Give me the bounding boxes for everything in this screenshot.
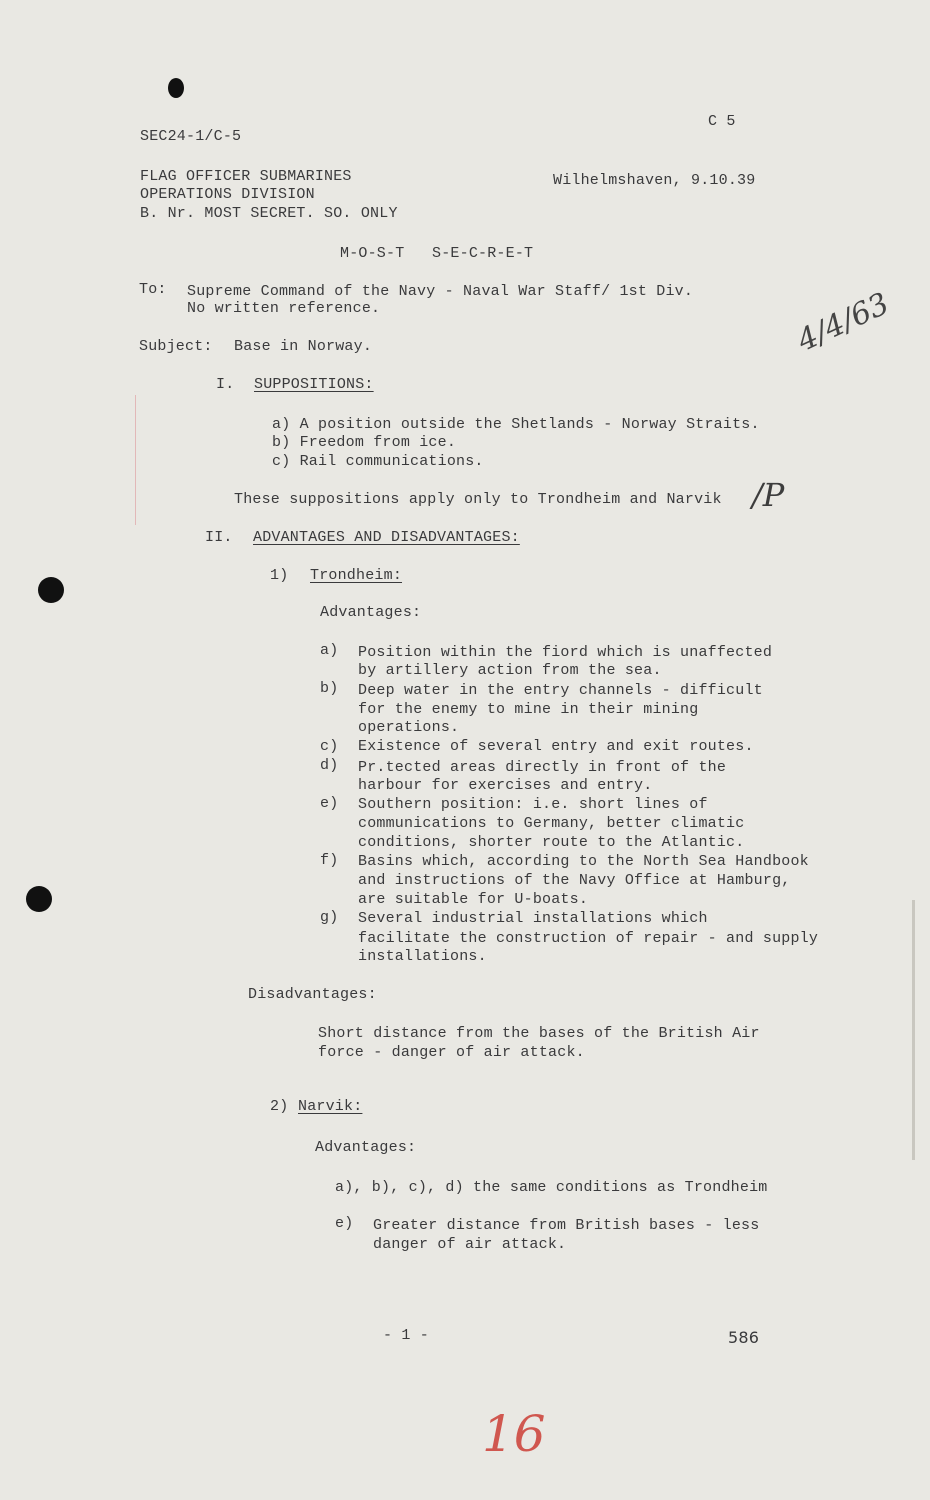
trondheim-item-line: and instructions of the Navy Office at Hamburg, bbox=[358, 872, 791, 889]
trondheim-item-line: installations. bbox=[358, 948, 487, 965]
to-line-2: No written reference. bbox=[187, 300, 381, 317]
trondheim-number: 1) bbox=[270, 567, 289, 584]
section-1-number: I. bbox=[216, 376, 235, 393]
trondheim-item-letter: c) bbox=[320, 738, 339, 755]
trondheim-item-line: are suitable for U-boats. bbox=[358, 891, 589, 908]
trondheim-item-line: conditions, shorter route to the Atlantic. bbox=[358, 834, 745, 851]
trondheim-item-line: Deep water in the entry channels - difficult bbox=[358, 682, 763, 699]
page-edge-shadow bbox=[912, 900, 915, 1160]
narvik-item-line: danger of air attack. bbox=[373, 1236, 567, 1253]
trondheim-disadvantages-label: Disadvantages: bbox=[248, 986, 377, 1003]
handwritten-red-number: 16 bbox=[482, 1405, 546, 1463]
trondheim-advantages-label: Advantages: bbox=[320, 604, 422, 621]
trondheim-item-letter: a) bbox=[320, 642, 339, 659]
trondheim-item-line: communications to Germany, better climatic bbox=[358, 815, 745, 832]
trondheim-item-letter: g) bbox=[320, 909, 339, 926]
office-line-2: OPERATIONS DIVISION bbox=[140, 186, 315, 203]
punch-hole-middle bbox=[38, 577, 64, 603]
narvik-heading: Narvik: bbox=[298, 1098, 363, 1115]
page-number: - 1 - bbox=[383, 1327, 430, 1344]
trondheim-item-line: operations. bbox=[358, 719, 460, 736]
to-line-1: Supreme Command of the Navy - Naval War Staff/ 1st Div. bbox=[187, 283, 694, 300]
trondheim-item-letter: e) bbox=[320, 795, 339, 812]
narvik-item-abcd: a), b), c), d) the same conditions as Trondheim bbox=[335, 1179, 768, 1196]
trondheim-item-line: for the enemy to mine in their mining bbox=[358, 701, 699, 718]
classification: M-O-S-T S-E-C-R-E-T bbox=[340, 245, 534, 262]
trondheim-item-line: Several industrial installations which bbox=[358, 910, 708, 927]
margin-line bbox=[135, 395, 136, 525]
punch-hole-top bbox=[168, 78, 184, 98]
stamp-number: 586 bbox=[728, 1328, 760, 1347]
narvik-number: 2) bbox=[270, 1098, 289, 1115]
subject-text: Base in Norway. bbox=[234, 338, 373, 355]
trondheim-item-letter: f) bbox=[320, 852, 339, 869]
trondheim-item-letter: b) bbox=[320, 680, 339, 697]
section-2-number: II. bbox=[205, 529, 233, 546]
office-line-3: B. Nr. MOST SECRET. SO. ONLY bbox=[140, 205, 398, 222]
narvik-advantages-label: Advantages: bbox=[315, 1139, 417, 1156]
trondheim-disadvantage-line: Short distance from the bases of the British Air bbox=[318, 1025, 760, 1042]
trondheim-item-line: harbour for exercises and entry. bbox=[358, 777, 653, 794]
trondheim-item-line: Pr.tected areas directly in front of the bbox=[358, 759, 727, 776]
handwritten-narvik-mark: /P bbox=[752, 476, 785, 514]
section-1-title: SUPPOSITIONS: bbox=[254, 376, 374, 393]
supposition-c: c) Rail communications. bbox=[272, 453, 484, 470]
place-date: Wilhelmshaven, 9.10.39 bbox=[553, 172, 756, 189]
trondheim-item-line: Existence of several entry and exit routes. bbox=[358, 738, 754, 755]
trondheim-item-line: Southern position: i.e. short lines of bbox=[358, 796, 708, 813]
supposition-a: a) A position outside the Shetlands - Norway Straits. bbox=[272, 416, 760, 433]
to-label: To: bbox=[139, 281, 167, 298]
trondheim-disadvantage-line: force - danger of air attack. bbox=[318, 1044, 585, 1061]
section-2-title: ADVANTAGES AND DISADVANTAGES: bbox=[253, 529, 520, 546]
document-code: C 5 bbox=[708, 113, 736, 130]
narvik-item-line: Greater distance from British bases - less bbox=[373, 1217, 760, 1234]
handwritten-margin-mark: 4/4/63 bbox=[792, 286, 895, 359]
trondheim-heading: Trondheim: bbox=[310, 567, 403, 584]
trondheim-item-line: facilitate the construction of repair - and supply bbox=[358, 930, 819, 947]
trondheim-item-line: Position within the fiord which is unaffected bbox=[358, 644, 773, 661]
supposition-note: These suppositions apply only to Trondheim and Narvik bbox=[234, 491, 722, 508]
supposition-b: b) Freedom from ice. bbox=[272, 434, 457, 451]
reference-number: SEC24-1/C-5 bbox=[140, 128, 242, 145]
trondheim-item-line: by artillery action from the sea. bbox=[358, 662, 662, 679]
office-line-1: FLAG OFFICER SUBMARINES bbox=[140, 168, 352, 185]
subject-label: Subject: bbox=[139, 338, 213, 355]
punch-hole-lower bbox=[26, 886, 52, 912]
trondheim-item-line: Basins which, according to the North Sea Handbook bbox=[358, 853, 809, 870]
narvik-item-letter: e) bbox=[335, 1215, 354, 1232]
trondheim-item-letter: d) bbox=[320, 757, 339, 774]
